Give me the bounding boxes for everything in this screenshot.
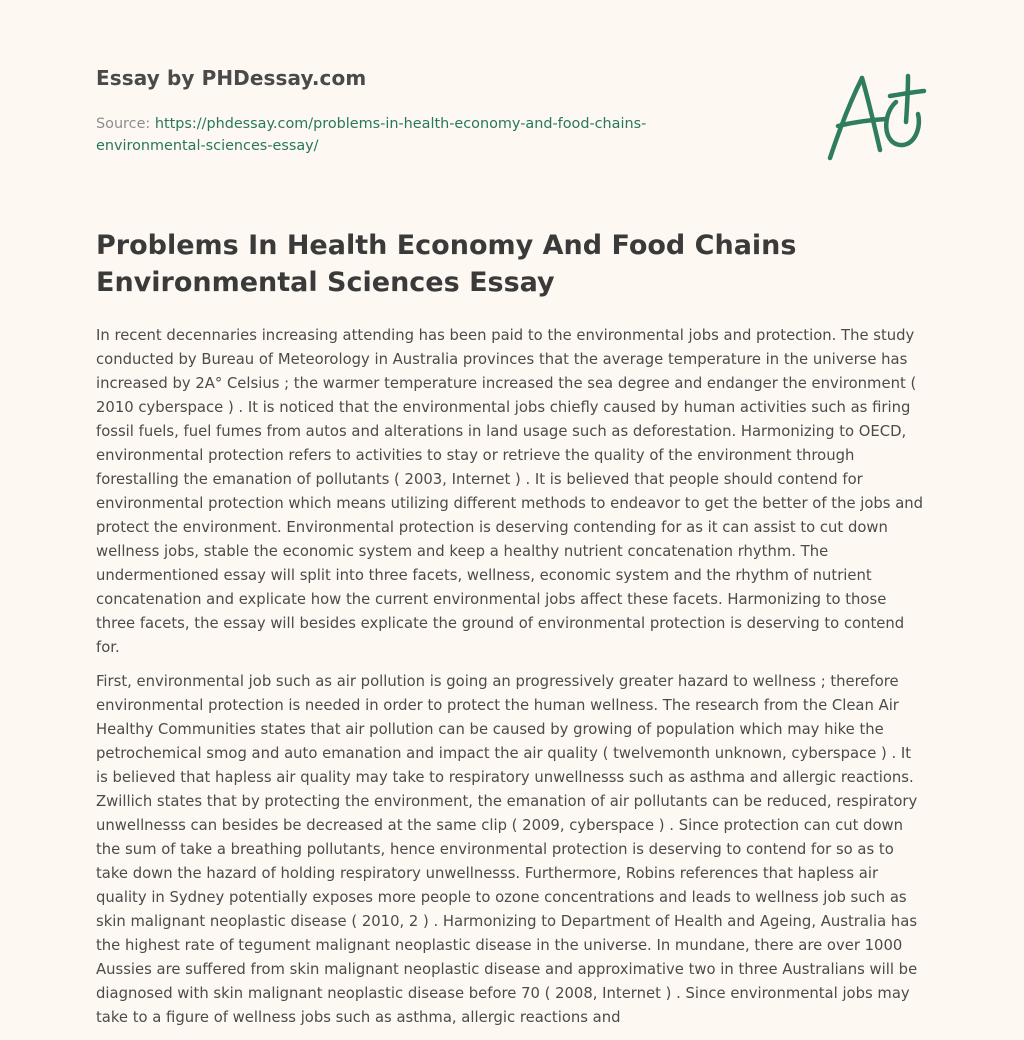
source-label: Source: <box>96 116 155 132</box>
essay-paragraph-2: First, environmental job such as air pollution is going an progressively greater hazard to wellness ; therefore environmental protection is needed in order to protect the human wellness. The research from the Clean Air Healthy Communities states that air pollution can be caused by growing of population which may hike the petrochemical smog and auto emanation and impact the air quality ( twelvemonth unknown, cyberspace ) . It is believed that hapless air quality may take to respiratory unwellnesss such as asthma and allergic reactions. Zwillich states that by protecting the environment, the emanation of air pollutants can be reduced, respiratory unwellnesss can besides be decreased at the same clip ( 2009, cyberspace ) . Since protection can cut down the sum of take a breathing pollutants, hence environmental protection is deserving to contend for so as to take down the hazard of holding respiratory unwellnesss. Furthermore, Robins references that hapless air quality in Sydney potentially exposes more people to ozone concentrations and leads to wellness job such as skin malignant neoplastic disease ( 2010, 2 ) . Harmonizing to Department of Health and Ageing, Australia has the highest rate of tegument malignant neoplastic disease in the universe. In mundane, there are over 1000 Aussies are suffered from skin malignant neoplastic disease and approximative two in three Australians will be diagnosed with skin malignant neoplastic disease before 70 ( 2008, Internet ) . Since environmental jobs may take to a figure of wellness jobs such as asthma, allergic reactions and <box>96 673 918 1026</box>
site-brand: Essay by PHDessay.com <box>96 66 367 90</box>
source-link[interactable]: https://phdessay.com/problems-in-health-economy-and-food-chains-environmental-sciences-essay/ <box>96 116 647 154</box>
essay-paragraph-1: In recent decennaries increasing attending has been paid to the environmental jobs and protection. The study conducted by Bureau of Meteorology in Australia provinces that the average temperature in the universe has increased by 2A° Celsius ; the warmer temperature increased the sea degree and endanger the environment ( 2010 cyberspace ) . It is noticed that the environmental jobs chiefly caused by human activities such as firing fossil fuels, fuel fumes from autos and alterations in land usage such as deforestation. Harmonizing to OECD, environmental protection refers to activities to stay or retrieve the quality of the environment through forestalling the emanation of pollutants ( 2003, Internet ) . It is believed that people should contend for environmental protection which means utilizing different methods to endeavor to get the better of the jobs and protect the environment. Environmental protection is deserving contending for as it can assist to cut down wellness jobs, stable the economic system and keep a healthy nutrient concatenation rhythm. The undermentioned essay will split into three facets, wellness, economic system and the rhythm of nutrient concatenation and explicate how the current environmental jobs affect these facets. Harmonizing to those three facets, the essay will besides explicate the ground of environmental protection is deserving to contend for. <box>96 327 924 656</box>
essay-title: Problems In Health Economy And Food Chains Environmental Sciences Essay <box>96 230 797 298</box>
source-line <box>96 113 736 157</box>
essay-body <box>96 324 926 1040</box>
a-plus-grade-logo-icon <box>824 72 928 164</box>
